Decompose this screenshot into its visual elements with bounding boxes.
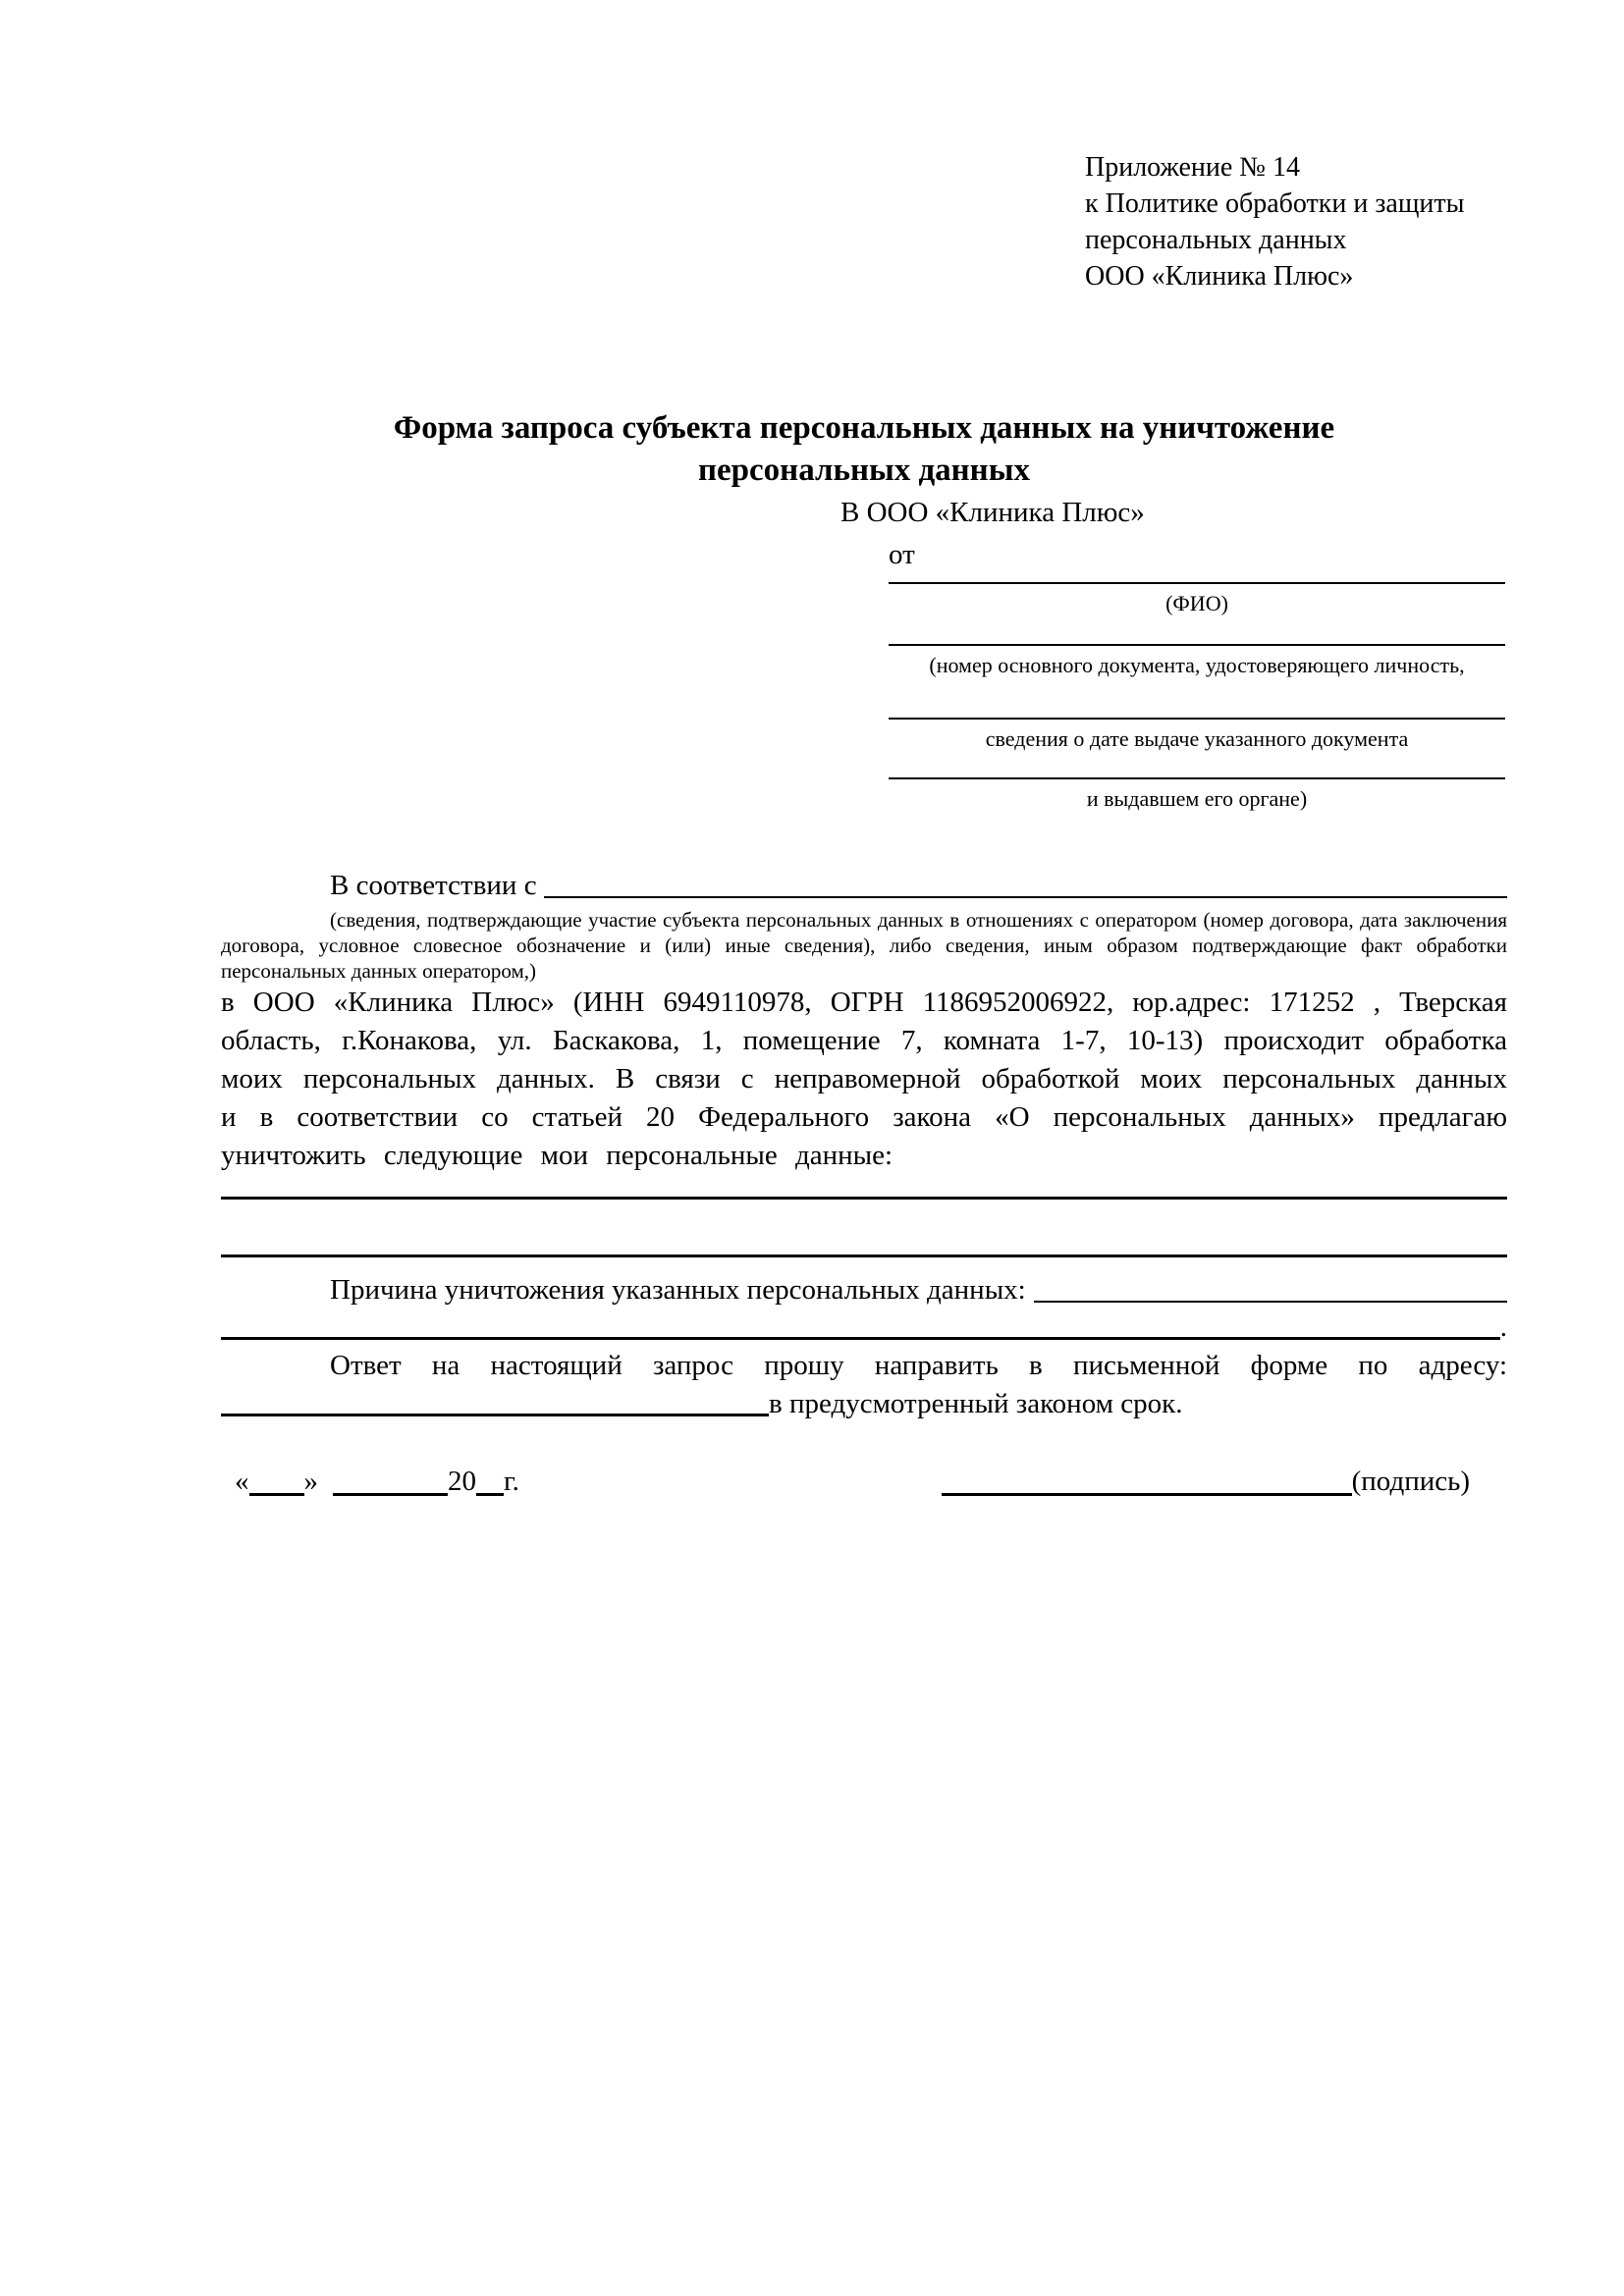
fio-blank-line [889, 582, 1505, 584]
date-line [235, 1463, 519, 1501]
document-title-line-2: персональных данных [698, 453, 1030, 488]
reason-continuation-blank-line [221, 1309, 1500, 1340]
appendix-header [1085, 149, 1507, 294]
reason-blank-line [1034, 1271, 1507, 1303]
answer-tail: в предусмотренный законом срок. [769, 1388, 1183, 1419]
year-prefix: 20 [448, 1466, 476, 1497]
document-number-blank-line [889, 644, 1505, 646]
from-label: от [889, 539, 915, 570]
issuing-authority-caption: и выдавшем его органе) [1086, 786, 1308, 811]
signature-line [942, 1463, 1470, 1501]
reason-label: Причина уничтожения указанных персональных данных: [330, 1274, 1026, 1306]
fio-caption: (ФИО) [1165, 591, 1228, 615]
personal-data-blank-line-1 [221, 1197, 1507, 1200]
answer-sentence: Ответ на настоящий запрос прошу направить в письменной форме по адресу: [330, 1350, 1507, 1381]
body-paragraph: в ООО «Клиника Плюс» (ИНН 6949110978, ОГРН 1186952006922, юр.адрес: 171252 , Тверская область, г.Конакова, ул. Баскакова, 1, помещение 7, комната 1-7, 10-13) происходит обработка моих персональных данных. В связи с неправомерной обработкой моих персональных данных и в соответствии со статьей 20 Федерального закона «О персональных данных» предлагаю уничтожить следующие мои персональные данные: [221, 987, 1507, 1171]
year-suffix: г. [504, 1466, 519, 1497]
year-blank [476, 1464, 504, 1496]
accordance-lead: В соответствии с [330, 870, 544, 901]
accordance-note: (сведения, подтверждающие участие субъекта персональных данных в отношениях с оператором (номер договора, дата заключения договора, условное словесное обозначение и (или) иные сведения), либо сведения, иным образом подтверждающие факт обработки персональных данных оператором,) [221, 908, 1507, 983]
day-blank [249, 1464, 304, 1496]
addressee-fields [889, 582, 1505, 812]
signature-caption: (подпись) [1351, 1466, 1470, 1497]
accordance-line [221, 867, 1507, 905]
addressee-organization: В ООО «Клиника Плюс» [840, 497, 1145, 528]
address-line [221, 1385, 1507, 1423]
appendix-number: Приложение № 14 [1085, 152, 1300, 183]
date-signature-row [221, 1463, 1507, 1501]
signature-blank [942, 1464, 1352, 1496]
close-quote: » [303, 1466, 318, 1497]
document-title [221, 407, 1507, 492]
reason-continuation-line [221, 1309, 1507, 1345]
issuing-authority-blank-line [889, 777, 1505, 779]
document-title-line-1: Форма запроса субъекта персональных данных на уничтожение [393, 410, 1335, 446]
appendix-company: ООО «Клиника Плюс» [1085, 261, 1354, 292]
sentence-period: . [1499, 1311, 1507, 1343]
accordance-blank-line [544, 867, 1507, 898]
reason-line [221, 1271, 1507, 1309]
address-blank-line [221, 1385, 769, 1416]
open-quote: « [235, 1466, 249, 1497]
appendix-policy-line: к Политике обработки и защиты [1085, 188, 1465, 219]
appendix-policy-line-2: персональных данных [1085, 225, 1347, 255]
issue-date-blank-line [889, 718, 1505, 720]
personal-data-blank-line-2 [221, 1255, 1507, 1257]
month-blank [333, 1464, 448, 1496]
issue-date-caption: сведения о дате выдаче указанного документа [985, 726, 1409, 751]
document-number-caption: (номер основного документа, удостоверяющего личность, [929, 653, 1465, 677]
